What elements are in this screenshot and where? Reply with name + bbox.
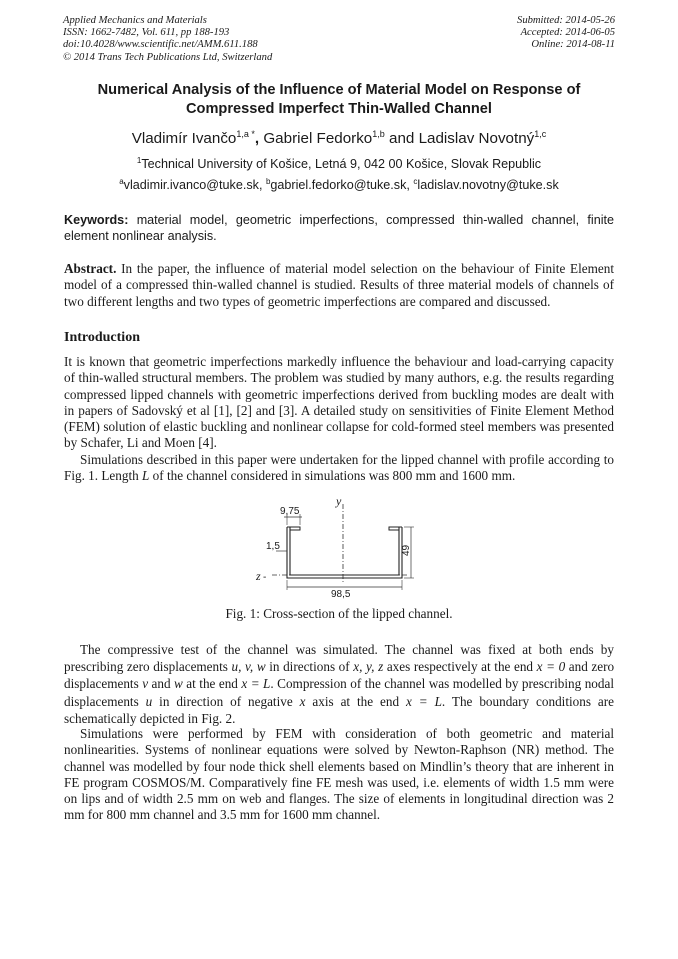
math-var: w	[256, 659, 266, 675]
intro-p2-text: of the channel considered in simulations was 800 mm and 1600 mm.	[152, 468, 516, 484]
math-expr: x = L	[241, 676, 271, 692]
section-heading: Introduction	[64, 330, 140, 345]
dates-header	[517, 15, 615, 52]
text-run: . The boundary conditions are schematically depicted in Fig. 2.	[64, 693, 615, 726]
author-separator: ,	[254, 130, 260, 148]
math-var: L	[142, 468, 150, 484]
math-var: x	[299, 693, 306, 709]
keywords-text: material model, geometric imperfections, compressed thin-walled channel, finite element nonlinear analysis.	[64, 213, 614, 243]
math-var: v,	[245, 659, 254, 675]
cross-section-drawing	[250, 494, 430, 604]
email-sup: a	[119, 177, 124, 186]
math-var: w	[174, 676, 183, 692]
abstract-text: In the paper, the influence of material model selection on the behaviour of Finite Element model of a compressed thin-walled channel is studied. Results of three material models of channels of two different lengths and two types of geometric imperfections are compared and discussed.	[64, 261, 615, 309]
text-run: at the end	[186, 676, 238, 692]
text-run: in direction of negative	[159, 693, 293, 709]
intro-paragraph-2	[64, 452, 614, 485]
right-lip	[389, 527, 402, 530]
email-link[interactable]: gabriel.fedorko@tuke.sk,	[270, 178, 410, 193]
journal-header	[63, 15, 272, 64]
text-run: and	[151, 676, 171, 692]
issn-line: ISSN: 1662-7482, Vol. 611, pp 188-193	[63, 27, 230, 39]
doi-line: doi:10.4028/www.scientific.net/AMM.611.188	[63, 39, 258, 51]
email-list	[40, 177, 638, 192]
email-sup: b	[265, 177, 271, 186]
math-var: u	[145, 693, 153, 709]
paragraph-simulation: Simulations were performed by FEM with consideration of both geometric and material nonlinearities. Systems of nonlinear equations were solved by Newton-Raphson (NR) method. The channel was modelled by four node thick shell elements based on Mindlin’s theory that are inherent in FE program COSMOS/M. Comparatively fine FE mesh was used, i.e. elements of width 1.5 mm were on lips and of width 2.5 mm on web and flanges. The size of elements in longitudinal direction was 2 mm for 800 mm channel and 3.5 mm for 1600 mm channel.	[64, 726, 614, 823]
author-name: Ladislav Novotný	[418, 130, 535, 148]
math-expr: x = 0	[536, 659, 566, 675]
paragraph-boundary-conditions	[64, 641, 614, 727]
intro-p2-text: Simulations described in this paper were undertaken for the lipped channel with profile according to Fig. 1. Length	[64, 452, 614, 484]
online-date: Online: 2014-08-11	[531, 39, 615, 51]
keywords	[64, 212, 614, 244]
svg-text:-: -	[263, 572, 267, 583]
author-list	[40, 129, 638, 147]
text-run: The compressive test of the channel was simulated. The channel was fixed at both ends by prescribing zero displacements	[64, 642, 614, 675]
author-name: Vladimír Ivančo	[131, 130, 237, 148]
affiliation	[40, 156, 638, 171]
math-expr: x = L	[406, 693, 442, 709]
cross-section-figure	[250, 494, 430, 604]
math-var: u,	[231, 659, 242, 675]
author-sup: 1,b	[372, 129, 385, 139]
email-link[interactable]: vladimir.ivanco@tuke.sk,	[123, 178, 263, 193]
figure-caption: Fig. 1: Cross-section of the lipped channel.	[225, 606, 453, 621]
author-sup: 1,a *	[236, 129, 255, 139]
text-run: axes respectively at the end	[386, 659, 534, 675]
paper-title: Numerical Analysis of the Influence of Material Model on Response of Compressed Imperfect Thin-Walled Channel	[97, 82, 581, 117]
dim-lip-label: 9,75	[280, 506, 300, 517]
channel-inner-profile	[290, 527, 399, 575]
left-lip	[287, 527, 300, 530]
text-run: in directions of	[269, 659, 350, 675]
text-run: . Compression of the channel was modelled by prescribing nodal displacements	[64, 676, 615, 709]
math-var: v	[142, 676, 149, 692]
channel-outer-profile	[287, 527, 402, 578]
dim-thickness-label: 1,5	[266, 541, 280, 552]
abstract	[64, 261, 614, 310]
y-axis-label: y	[336, 494, 342, 508]
math-var: y,	[366, 659, 375, 675]
author-sup: 1,c	[534, 129, 547, 139]
text-run: and zero displacements	[64, 659, 615, 692]
submitted-date: Submitted: 2014-05-26	[517, 15, 615, 26]
author-and: and	[389, 130, 415, 148]
copyright-line: © 2014 Trans Tech Publications Ltd, Switzerland	[63, 51, 273, 63]
email-sup: c	[413, 177, 418, 186]
math-var: x,	[353, 659, 363, 675]
email-link[interactable]: ladislav.novotny@tuke.sk	[417, 178, 559, 193]
z-axis-label: z	[256, 569, 261, 583]
journal-name: Applied Mechanics and Materials	[63, 15, 207, 26]
abstract-label: Abstract.	[64, 261, 117, 276]
dim-height-label: 49	[401, 544, 412, 556]
accepted-date: Accepted: 2014-06-05	[520, 27, 615, 39]
intro-paragraph-1: It is known that geometric imperfections markedly influence the behaviour and load-carrying capacity of thin-walled structural members. The problem was studied by many authors, e.g. the results regarding compressed lipped channels with geometric imperfections derived from buckling modes are dealt with in papers of Sadovský et al [1], [2] and [3]. A detailed study on sensitivities of Finite Element Method (FEM) solution of elastic buckling and nonlinear collapse for cold-formed steel members was presented by Schafer, Li and Moen [4].	[64, 354, 614, 451]
dim-width-label: 98,5	[331, 589, 351, 600]
text-run: axis at the end	[312, 693, 400, 709]
math-var: z	[378, 659, 384, 675]
author-name: Gabriel Fedorko	[263, 130, 373, 148]
affiliation-sup: 1	[136, 156, 142, 165]
affiliation-text: Technical University of Košice, Letná 9, 042 00 Košice, Slovak Republic	[141, 157, 542, 172]
keywords-label: Keywords:	[64, 213, 129, 227]
